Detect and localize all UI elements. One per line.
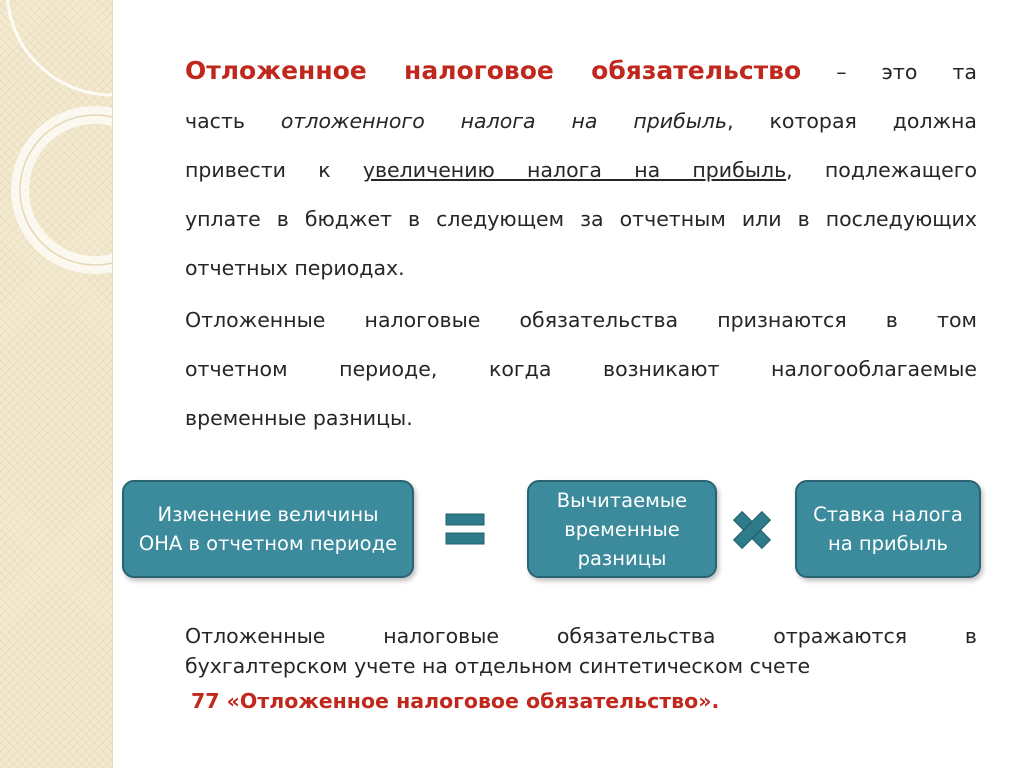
- recognition-line1: Отложенные налоговые обязательства признаются в том: [185, 308, 977, 332]
- definition-line1-rest: – это та: [801, 60, 977, 84]
- definition-line3-a: привести к: [185, 158, 363, 182]
- decorative-circles: [0, 0, 112, 768]
- definition-term: Отложенное налоговое обязательство: [185, 56, 802, 85]
- formula-box-tax-rate: Ставка налога на прибыль: [795, 480, 981, 578]
- formula-box-dta-change: Изменение величины ОНА в отчетном периоде: [122, 480, 414, 578]
- recognition-paragraph: [185, 296, 977, 443]
- definition-line2-italic: отложенного налога на прибыль: [280, 109, 728, 133]
- recognition-line2: отчетном периоде, когда возникают налогооблагаемые: [185, 357, 977, 381]
- decorative-side-band: [0, 0, 113, 768]
- definition-line4: уплате в бюджет в следующем за отчетным или в последующих: [185, 207, 977, 231]
- equals-icon: [445, 511, 485, 547]
- account-77: 77 «Отложенное налоговое обязательство».: [191, 689, 720, 713]
- definition-line5: отчетных периодах.: [185, 256, 405, 280]
- reflection-line2: бухгалтерском учете на отдельном синтетическом счете: [185, 654, 811, 678]
- definition-paragraph: [185, 46, 977, 293]
- definition-line2-b: , которая должна: [727, 109, 977, 133]
- reflection-line1: Отложенные налоговые обязательства отражаются в: [185, 624, 977, 648]
- definition-line2-a: часть: [185, 109, 281, 133]
- formula-box-deductible-differences: Вычитаемые временные разницы: [527, 480, 717, 578]
- multiply-icon: [730, 509, 774, 551]
- recognition-line3: временные разницы.: [185, 406, 413, 430]
- definition-line3-underline: увеличению налога на прибыль: [362, 158, 787, 182]
- reflection-paragraph: [185, 621, 977, 681]
- definition-line3-b: , подлежащего: [786, 158, 978, 182]
